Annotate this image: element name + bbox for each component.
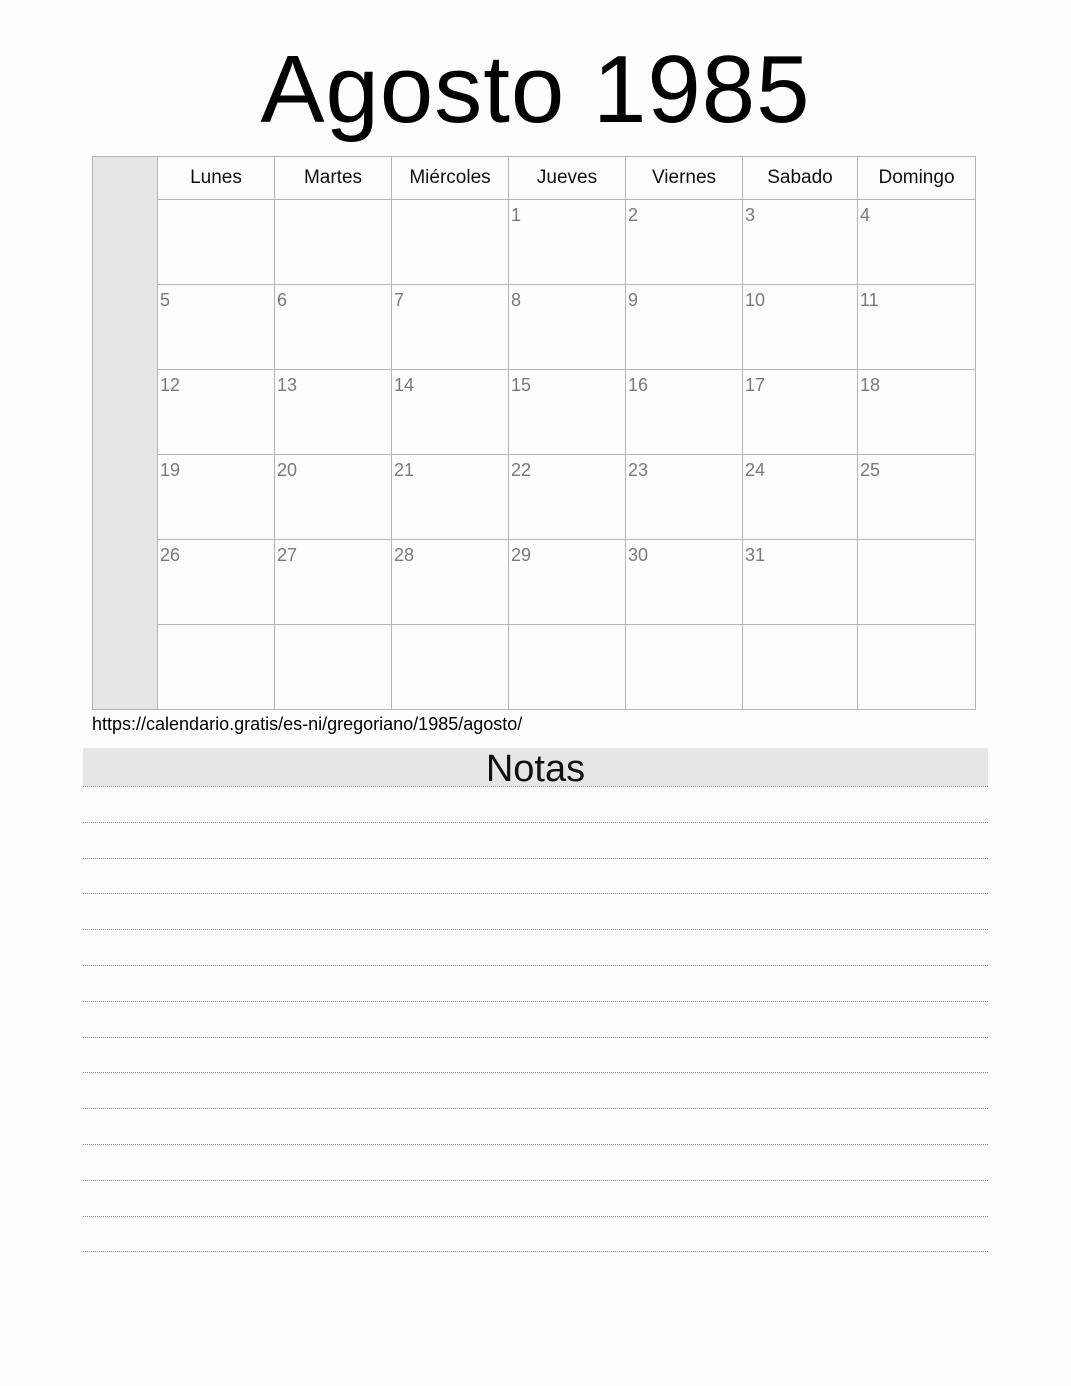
note-line bbox=[83, 1072, 988, 1073]
day-cell bbox=[743, 540, 858, 625]
day-number: 16 bbox=[628, 375, 649, 395]
day-cell bbox=[626, 370, 743, 455]
day-cell bbox=[275, 200, 392, 285]
page-title: Agosto 1985 bbox=[260, 36, 811, 143]
week-row bbox=[93, 285, 976, 370]
note-line bbox=[83, 965, 988, 966]
week-row bbox=[93, 455, 976, 540]
day-cell bbox=[275, 285, 392, 370]
day-number: 5 bbox=[160, 290, 171, 310]
note-line bbox=[83, 929, 988, 930]
weekday-header: Sabado bbox=[743, 157, 858, 200]
notes-title: Notas bbox=[83, 748, 988, 786]
day-number: 4 bbox=[860, 205, 871, 225]
day-cell bbox=[858, 540, 976, 625]
day-cell bbox=[158, 370, 275, 455]
day-cell bbox=[275, 540, 392, 625]
day-number: 8 bbox=[511, 290, 522, 310]
day-number: 24 bbox=[745, 460, 766, 480]
day-cell bbox=[858, 370, 976, 455]
day-number: 10 bbox=[745, 290, 766, 310]
weekday-header: Martes bbox=[275, 157, 392, 200]
day-number: 1 bbox=[511, 205, 522, 225]
day-number: 15 bbox=[511, 375, 532, 395]
week-row bbox=[93, 370, 976, 455]
day-number: 11 bbox=[860, 290, 879, 310]
day-number: 28 bbox=[394, 545, 415, 565]
note-line bbox=[83, 1180, 988, 1181]
day-number: 27 bbox=[277, 545, 298, 565]
day-cell bbox=[509, 455, 626, 540]
day-cell bbox=[392, 370, 509, 455]
day-number: 30 bbox=[628, 545, 649, 565]
week-row bbox=[93, 540, 976, 625]
note-line bbox=[83, 822, 988, 823]
calendar-grid bbox=[92, 156, 976, 710]
day-cell bbox=[509, 625, 626, 710]
day-number: 18 bbox=[860, 375, 881, 395]
note-line bbox=[83, 858, 988, 859]
day-number: 9 bbox=[628, 290, 639, 310]
day-cell bbox=[858, 455, 976, 540]
day-cell bbox=[275, 455, 392, 540]
weekday-header: Jueves bbox=[509, 157, 626, 200]
day-cell bbox=[392, 625, 509, 710]
day-cell bbox=[509, 540, 626, 625]
note-line bbox=[83, 1216, 988, 1217]
day-cell bbox=[743, 285, 858, 370]
day-number: 25 bbox=[860, 460, 881, 480]
day-number: 2 bbox=[628, 205, 639, 225]
day-number: 21 bbox=[394, 460, 415, 480]
day-number: 17 bbox=[745, 375, 766, 395]
weekday-header: Viernes bbox=[626, 157, 743, 200]
day-number: 7 bbox=[394, 290, 405, 310]
day-cell bbox=[743, 625, 858, 710]
day-cell bbox=[392, 540, 509, 625]
day-cell bbox=[158, 625, 275, 710]
day-number: 26 bbox=[160, 545, 181, 565]
day-number: 20 bbox=[277, 460, 298, 480]
day-cell bbox=[158, 540, 275, 625]
day-number: 3 bbox=[745, 205, 756, 225]
note-line bbox=[83, 893, 988, 894]
day-cell bbox=[392, 200, 509, 285]
day-cell bbox=[509, 200, 626, 285]
day-cell bbox=[743, 200, 858, 285]
day-cell bbox=[626, 200, 743, 285]
day-cell bbox=[858, 625, 976, 710]
day-number: 23 bbox=[628, 460, 649, 480]
source-url: https://calendario.gratis/es-ni/gregoriano/1985/agosto/ bbox=[92, 714, 523, 734]
day-cell bbox=[509, 370, 626, 455]
note-line bbox=[83, 1144, 988, 1145]
day-number: 22 bbox=[511, 460, 532, 480]
note-line bbox=[83, 1037, 988, 1038]
day-cell bbox=[626, 540, 743, 625]
day-cell bbox=[158, 200, 275, 285]
weekday-header: Miércoles bbox=[392, 157, 509, 200]
weekday-header-row bbox=[93, 157, 976, 200]
day-cell bbox=[275, 625, 392, 710]
day-cell bbox=[858, 285, 976, 370]
note-line bbox=[83, 1001, 988, 1002]
note-line bbox=[83, 786, 988, 787]
day-cell bbox=[275, 370, 392, 455]
week-row bbox=[93, 200, 976, 285]
day-number: 31 bbox=[745, 545, 766, 565]
day-cell bbox=[392, 455, 509, 540]
weekday-header: Domingo bbox=[858, 157, 976, 200]
day-number: 14 bbox=[394, 375, 415, 395]
day-cell bbox=[858, 200, 976, 285]
week-sidebar bbox=[93, 157, 158, 710]
day-cell bbox=[509, 285, 626, 370]
day-cell bbox=[626, 285, 743, 370]
day-cell bbox=[158, 285, 275, 370]
day-number: 12 bbox=[160, 375, 181, 395]
day-cell bbox=[743, 455, 858, 540]
day-number: 13 bbox=[277, 375, 298, 395]
day-cell bbox=[743, 370, 858, 455]
day-cell bbox=[158, 455, 275, 540]
note-line bbox=[83, 1108, 988, 1109]
day-cell bbox=[626, 625, 743, 710]
day-number: 19 bbox=[160, 460, 181, 480]
note-line bbox=[83, 1251, 988, 1252]
day-cell bbox=[626, 455, 743, 540]
day-number: 6 bbox=[277, 290, 288, 310]
day-number: 29 bbox=[511, 545, 532, 565]
day-cell bbox=[392, 285, 509, 370]
week-row bbox=[93, 625, 976, 710]
weekday-header: Lunes bbox=[158, 157, 275, 200]
